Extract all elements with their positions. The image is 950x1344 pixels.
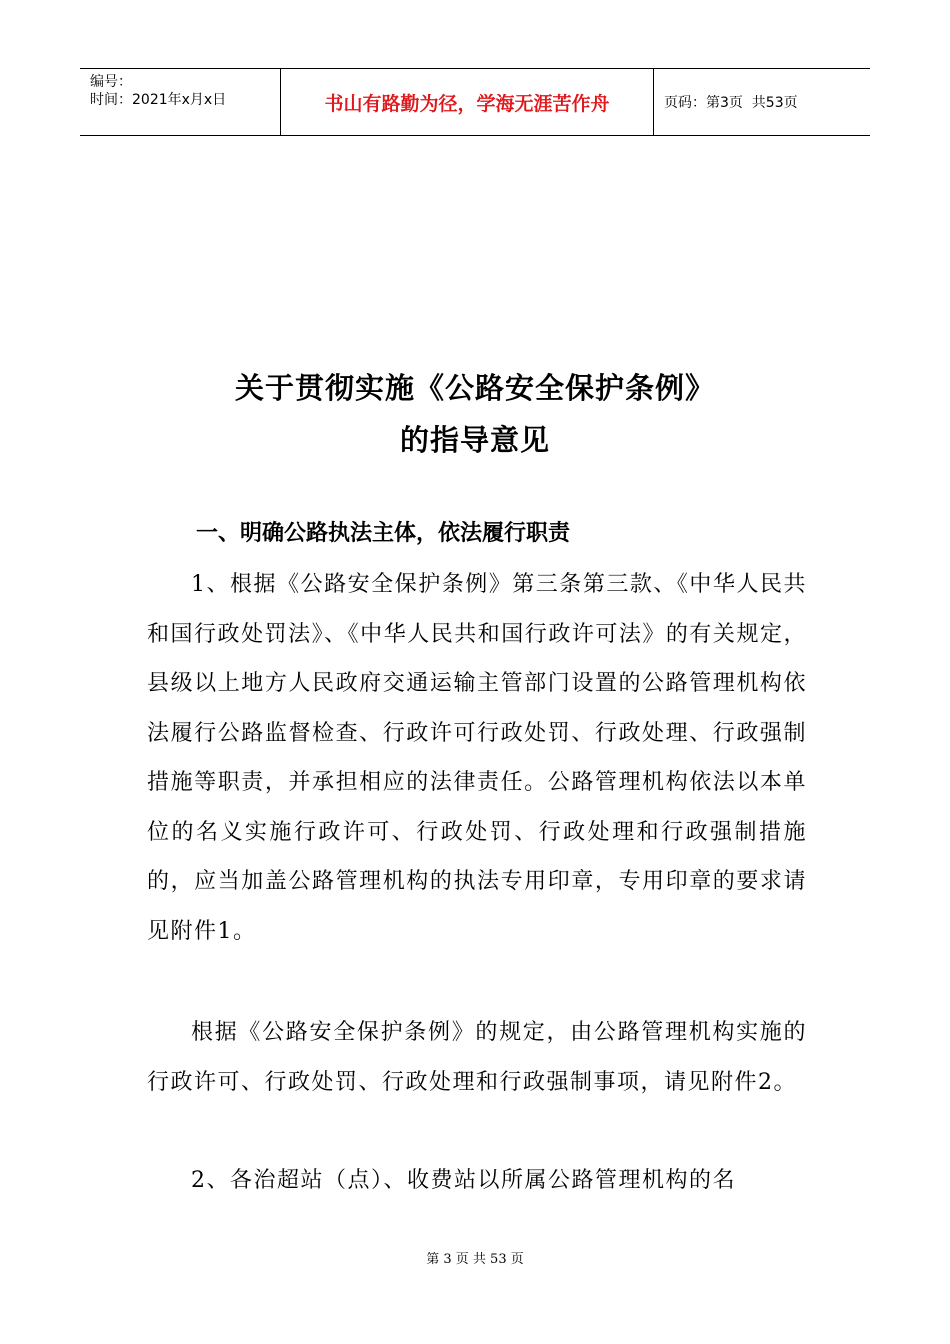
page-footer: 第 3 页 共 53 页 <box>426 1252 524 1267</box>
document-title-line2: 的指导意见 <box>399 423 550 457</box>
paragraph-1: 1、根据《公路安全保护条例》第三条第三款、《中华人民共和国行政处罚法》、《中华人民共和国行政许可法》的有关规定，县级以上地方人民政府交通运输主管部门设置的公路管理机构依法履行公路监督检查、行政许可行政处罚、行政处理、行政强制措施等职责，并承担相应的法律责任。公路管理机构依法以本单位的名义实施行政许可、行政处罚、行政处理和行政强制措施的，应当加盖公路管理机构的执法专用印章，专用印章的要求请见附件1。 <box>147 572 807 944</box>
document-title-line1: 关于贯彻实施《公路安全保护条例》 <box>234 371 715 405</box>
date-label: 时间：2021年x月x日 <box>90 92 227 108</box>
header-meta <box>80 69 281 135</box>
header-motto: 书山有路勤为径，学海无涯苦作舟 <box>281 69 654 135</box>
number-label: 编号： <box>90 74 132 90</box>
section-heading: 一、明确公路执法主体，依法履行职责 <box>196 521 571 546</box>
paragraph-3: 2、各治超站（点）、收费站以所属公路管理机构的名 <box>191 1168 736 1193</box>
header-page-info: 页码：第3页 共53页 <box>664 95 798 111</box>
paragraph-2: 根据《公路安全保护条例》的规定，由公路管理机构实施的行政许可、行政处罚、行政处理和行政强制事项，请见附件2。 <box>147 1020 807 1095</box>
page-header <box>80 68 870 136</box>
